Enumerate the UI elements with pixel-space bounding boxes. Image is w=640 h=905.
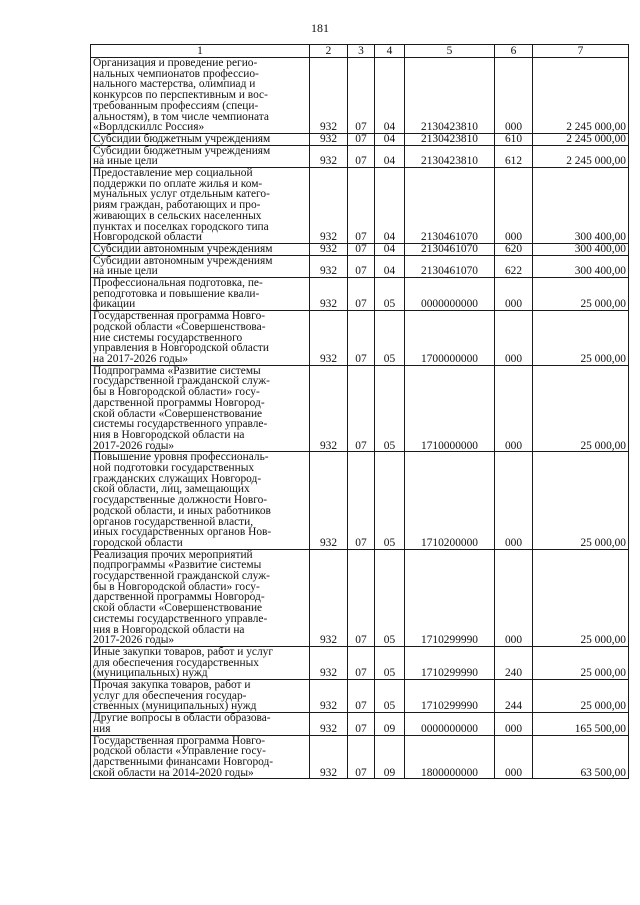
- table-row: [91, 278, 629, 311]
- admin-code-cell: 932: [310, 680, 348, 713]
- row-name-cell: Подпрограмма «Развитие системы государственной гражданской служ- бы в Новгородской области» госу- дарственной программы Новгород- ской области «Совершенствование системы государственного управле- ния в Новгородской области на 2017-2026 годы»: [91, 365, 310, 452]
- expense-type-code-cell: 000: [495, 735, 533, 779]
- admin-code-cell: 932: [310, 58, 348, 134]
- column-header: 6: [495, 45, 533, 58]
- target-article-code-cell: 1710299990: [405, 680, 495, 713]
- row-name-cell: Повышение уровня профессиональ- ной подготовки государственных гражданских служащих Новгород- ской области, лиц, замещающих государственные должности Новго- родской области, и иных работников органов государственной власти, иных государственных органов Нов- городской области: [91, 452, 310, 549]
- target-article-code-cell: 2130461070: [405, 255, 495, 277]
- admin-code-cell: 932: [310, 243, 348, 255]
- section-code-cell: 07: [348, 735, 375, 779]
- row-name-cell: Субсидии автономным учреждениям на иные цели: [91, 255, 310, 277]
- row-name-cell: Субсидии бюджетным учреждениям на иные цели: [91, 145, 310, 167]
- table-row: [91, 243, 629, 255]
- subsection-code-cell: 05: [375, 680, 405, 713]
- page-number: 181: [311, 21, 329, 35]
- section-code-cell: 07: [348, 365, 375, 452]
- subsection-code-cell: 04: [375, 133, 405, 145]
- column-header: 3: [348, 45, 375, 58]
- target-article-code-cell: 2130461070: [405, 243, 495, 255]
- row-name-cell: Иные закупки товаров, работ и услуг для обеспечения государственных (муниципальных) нужд: [91, 646, 310, 679]
- target-article-code-cell: 0000000000: [405, 278, 495, 311]
- row-name-cell: Профессиональная подготовка, пе- реподготовка и повышение квали- фикации: [91, 278, 310, 311]
- row-name-cell: Государственная программа Новго- родской области «Совершенствова- ние системы государственного управления в Новгородской области на 2017-2026 годы»: [91, 311, 310, 366]
- amount-cell: 63 500,00: [533, 735, 629, 779]
- subsection-code-cell: 05: [375, 452, 405, 549]
- expense-type-code-cell: 610: [495, 133, 533, 145]
- expense-type-code-cell: 000: [495, 549, 533, 646]
- amount-cell: 25 000,00: [533, 365, 629, 452]
- expense-type-code-cell: 620: [495, 243, 533, 255]
- target-article-code-cell: 2130423810: [405, 145, 495, 167]
- section-code-cell: 07: [348, 168, 375, 244]
- column-header: 2: [310, 45, 348, 58]
- amount-cell: 25 000,00: [533, 278, 629, 311]
- expense-type-code-cell: 000: [495, 58, 533, 134]
- expense-type-code-cell: 000: [495, 311, 533, 366]
- expense-type-code-cell: 244: [495, 680, 533, 713]
- section-code-cell: 07: [348, 452, 375, 549]
- table-row: [91, 168, 629, 244]
- admin-code-cell: 932: [310, 735, 348, 779]
- expense-type-code-cell: 622: [495, 255, 533, 277]
- table-row: [91, 133, 629, 145]
- table-row: [91, 680, 629, 713]
- target-article-code-cell: 1700000000: [405, 311, 495, 366]
- admin-code-cell: 932: [310, 133, 348, 145]
- section-code-cell: 07: [348, 255, 375, 277]
- row-name-cell: Предоставление мер социальной поддержки по оплате жилья и ком- мунальных услуг отдельным катего- риям граждан, работающих и про- живающих в сельских населенных пунктах и поселках городского типа Новгородской области: [91, 168, 310, 244]
- subsection-code-cell: 05: [375, 365, 405, 452]
- target-article-code-cell: 2130423810: [405, 133, 495, 145]
- amount-cell: 300 400,00: [533, 255, 629, 277]
- section-code-cell: 07: [348, 549, 375, 646]
- column-header: 1: [91, 45, 310, 58]
- section-code-cell: 07: [348, 58, 375, 134]
- admin-code-cell: 932: [310, 713, 348, 735]
- admin-code-cell: 932: [310, 646, 348, 679]
- amount-cell: 300 400,00: [533, 243, 629, 255]
- table-row: [91, 452, 629, 549]
- amount-cell: 165 500,00: [533, 713, 629, 735]
- subsection-code-cell: 04: [375, 168, 405, 244]
- amount-cell: 2 245 000,00: [533, 58, 629, 134]
- section-code-cell: 07: [348, 646, 375, 679]
- subsection-code-cell: 05: [375, 311, 405, 366]
- subsection-code-cell: 04: [375, 255, 405, 277]
- expense-type-code-cell: 000: [495, 365, 533, 452]
- table-header-row: [91, 45, 629, 58]
- admin-code-cell: 932: [310, 365, 348, 452]
- table-row: [91, 255, 629, 277]
- table-row: [91, 365, 629, 452]
- table-row: [91, 549, 629, 646]
- admin-code-cell: 932: [310, 452, 348, 549]
- column-header: 7: [533, 45, 629, 58]
- subsection-code-cell: 04: [375, 145, 405, 167]
- amount-cell: 25 000,00: [533, 680, 629, 713]
- subsection-code-cell: 09: [375, 735, 405, 779]
- budget-table: [90, 44, 629, 779]
- target-article-code-cell: 1710000000: [405, 365, 495, 452]
- subsection-code-cell: 05: [375, 278, 405, 311]
- target-article-code-cell: 2130461070: [405, 168, 495, 244]
- amount-cell: 25 000,00: [533, 549, 629, 646]
- column-header: 4: [375, 45, 405, 58]
- subsection-code-cell: 09: [375, 713, 405, 735]
- section-code-cell: 07: [348, 680, 375, 713]
- target-article-code-cell: 1710200000: [405, 452, 495, 549]
- target-article-code-cell: 1800000000: [405, 735, 495, 779]
- section-code-cell: 07: [348, 311, 375, 366]
- table-row: [91, 646, 629, 679]
- row-name-cell: Субсидии автономным учреждениям: [91, 243, 310, 255]
- subsection-code-cell: 04: [375, 243, 405, 255]
- amount-cell: 25 000,00: [533, 452, 629, 549]
- expense-type-code-cell: 000: [495, 452, 533, 549]
- expense-type-code-cell: 000: [495, 278, 533, 311]
- row-name-cell: Субсидии бюджетным учреждениям: [91, 133, 310, 145]
- row-name-cell: Государственная программа Новго- родской области «Управление госу- дарственными финансами Новгород- ской области на 2014-2020 годы»: [91, 735, 310, 779]
- amount-cell: 25 000,00: [533, 646, 629, 679]
- expense-type-code-cell: 000: [495, 713, 533, 735]
- section-code-cell: 07: [348, 713, 375, 735]
- section-code-cell: 07: [348, 243, 375, 255]
- expense-type-code-cell: 240: [495, 646, 533, 679]
- table-row: [91, 713, 629, 735]
- table-row: [91, 58, 629, 134]
- admin-code-cell: 932: [310, 278, 348, 311]
- target-article-code-cell: 1710299990: [405, 646, 495, 679]
- expense-type-code-cell: 612: [495, 145, 533, 167]
- admin-code-cell: 932: [310, 311, 348, 366]
- row-name-cell: Реализация прочих мероприятий подпрограммы «Развитие системы государственной гражданской служ- бы в Новгородской области» госу- дарственной программы Новгород- ской области «Совершенствование системы государственного управле- ния в Новгородской области на 2017-2026 годы»: [91, 549, 310, 646]
- subsection-code-cell: 04: [375, 58, 405, 134]
- column-header: 5: [405, 45, 495, 58]
- amount-cell: 300 400,00: [533, 168, 629, 244]
- row-name-cell: Другие вопросы в области образова- ния: [91, 713, 310, 735]
- expense-type-code-cell: 000: [495, 168, 533, 244]
- subsection-code-cell: 05: [375, 549, 405, 646]
- row-name-cell: Прочая закупка товаров, работ и услуг для обеспечения государ- ственных (муниципальных) нужд: [91, 680, 310, 713]
- amount-cell: 25 000,00: [533, 311, 629, 366]
- amount-cell: 2 245 000,00: [533, 145, 629, 167]
- amount-cell: 2 245 000,00: [533, 133, 629, 145]
- table-row: [91, 735, 629, 779]
- target-article-code-cell: 1710299990: [405, 549, 495, 646]
- target-article-code-cell: 0000000000: [405, 713, 495, 735]
- table-row: [91, 311, 629, 366]
- section-code-cell: 07: [348, 278, 375, 311]
- admin-code-cell: 932: [310, 549, 348, 646]
- row-name-cell: Организация и проведение регио- нальных чемпионатов профессио- нального мастерства, олимпиад и конкурсов по перспективным и вос- требованным профессиям (специ- альностям), в том числе чемпионата «Ворлдскиллс Россия»: [91, 58, 310, 134]
- section-code-cell: 07: [348, 145, 375, 167]
- admin-code-cell: 932: [310, 255, 348, 277]
- subsection-code-cell: 05: [375, 646, 405, 679]
- admin-code-cell: 932: [310, 145, 348, 167]
- admin-code-cell: 932: [310, 168, 348, 244]
- table-row: [91, 145, 629, 167]
- target-article-code-cell: 2130423810: [405, 58, 495, 134]
- section-code-cell: 07: [348, 133, 375, 145]
